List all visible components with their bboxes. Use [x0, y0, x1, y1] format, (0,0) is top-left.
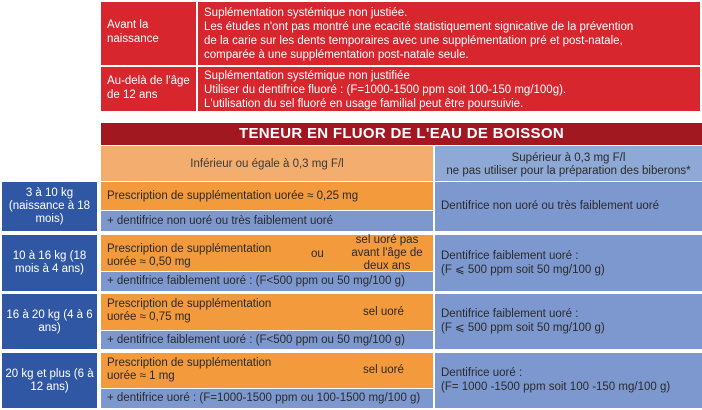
- prescription-text: [107, 357, 307, 383]
- salt-text: sel uoré: [363, 364, 404, 376]
- weight-row-3: 16 à 20 kg (4 à 6 ans): [2, 294, 97, 349]
- high-text: Dentifrice uoré :: [441, 367, 523, 379]
- prescription-line: uorée ≈ 1 mg: [107, 370, 175, 382]
- line: comparée à une supplémentation post-natale seule.: [204, 49, 469, 61]
- line: Suplémentation systémique non justiée.: [204, 7, 408, 19]
- or-word: ou: [311, 248, 324, 260]
- high-text: (F ⩽ 500 ppm soit 50 mg/100 g): [441, 322, 605, 334]
- line: de la carie sur les dents temporaires avec une supplémentation pré et post-natale,: [204, 35, 623, 47]
- prescription-line: Prescription de supplémentation: [107, 298, 272, 310]
- prescription-text: [107, 243, 307, 269]
- toothpaste-row-2: [101, 272, 433, 291]
- header-high-line2: ne pas utiliser pour la préparation des biberons*: [446, 165, 691, 177]
- prescription-row-3: [101, 294, 433, 330]
- line: Les études n'ont pas montré une ecacité statistiquement signicative de la prévention: [204, 21, 634, 33]
- prescription-line: uorée ≈ 0,50 mg: [107, 256, 191, 268]
- high-row-2: [435, 235, 702, 291]
- label-after-12: Au-delà de l'âge de 12 ans: [101, 67, 196, 111]
- toothpaste-row-1: [101, 211, 433, 231]
- salt-text: sel uoré: [363, 306, 404, 318]
- toothpaste-text: + dentifrice faiblement uoré : (F<500 ppm ou 50 mg/100 g): [107, 275, 405, 287]
- prescription-line: uorée ≈ 0,75 mg: [107, 311, 191, 323]
- toothpaste-text: + dentifrice uoré : (F=1000-1500 ppm ou 100-1500 mg/100 g): [107, 392, 421, 404]
- toothpaste-row-4: [101, 389, 433, 408]
- high-text: (F= 1000 -1500 ppm soit 100 -150 mg/100 g): [441, 381, 671, 393]
- prescription-row-1: [101, 182, 433, 210]
- prescription-text: Prescription de supplémentation uorée ≈ 0,25 mg: [107, 190, 359, 202]
- weight-row-1: 3 à 10 kg (naissance à 18 mois): [2, 182, 97, 231]
- table-title: TENEUR EN FLUOR DE L'EAU DE BOISSON: [101, 123, 702, 145]
- high-row-4: [435, 353, 702, 408]
- text-before-birth: [198, 2, 700, 65]
- prescription-line: Prescription de supplémentation: [107, 243, 272, 255]
- toothpaste-text: + dentifrice faiblement uoré : (F<500 ppm ou 50 mg/100 g): [107, 334, 405, 346]
- high-text: Dentifrice non uoré ou très faiblement uoré: [441, 200, 659, 212]
- salt-text: sel uoré pas avant l'âge de deux ans: [351, 234, 423, 272]
- header-low-fluor: Inférieur ou égale à 0,3 mg F/l: [101, 146, 433, 181]
- high-text: (F ⩽ 500 ppm soit 50 mg/100 g): [441, 264, 605, 276]
- line: L'utilisation du sel fluoré en usage familial peut être poursuivie.: [204, 98, 524, 110]
- prescription-line: Prescription de supplémentation: [107, 357, 272, 369]
- high-text: Dentifrice faiblement uoré :: [441, 250, 579, 262]
- toothpaste-text: + dentifrice non uoré ou très faiblement uoré: [107, 215, 333, 227]
- prescription-row-2: [101, 235, 433, 271]
- weight-row-4: 20 kg et plus (6 à 12 ans): [2, 353, 97, 408]
- weight-row-2: 10 à 16 kg (18 mois à 4 ans): [2, 235, 97, 291]
- label-before-birth: Avant la naissance: [101, 2, 196, 65]
- text-after-12: [198, 67, 700, 111]
- header-high-fluor: [435, 146, 702, 181]
- line: Suplémentation systémique non justifiée: [204, 70, 410, 82]
- prescription-row-4: [101, 353, 433, 388]
- header-high-line1: Supérieur à 0,3 mg F/l: [511, 152, 626, 164]
- high-text: Dentifrice faiblement uoré :: [441, 308, 579, 320]
- toothpaste-row-3: [101, 331, 433, 349]
- line: Utiliser du dentifrice fluoré : (F=1000-1500 ppm soit 100-150 mg/100g).: [204, 84, 567, 96]
- high-row-3: [435, 294, 702, 349]
- prescription-text: [107, 298, 307, 324]
- high-row-1: [435, 182, 702, 231]
